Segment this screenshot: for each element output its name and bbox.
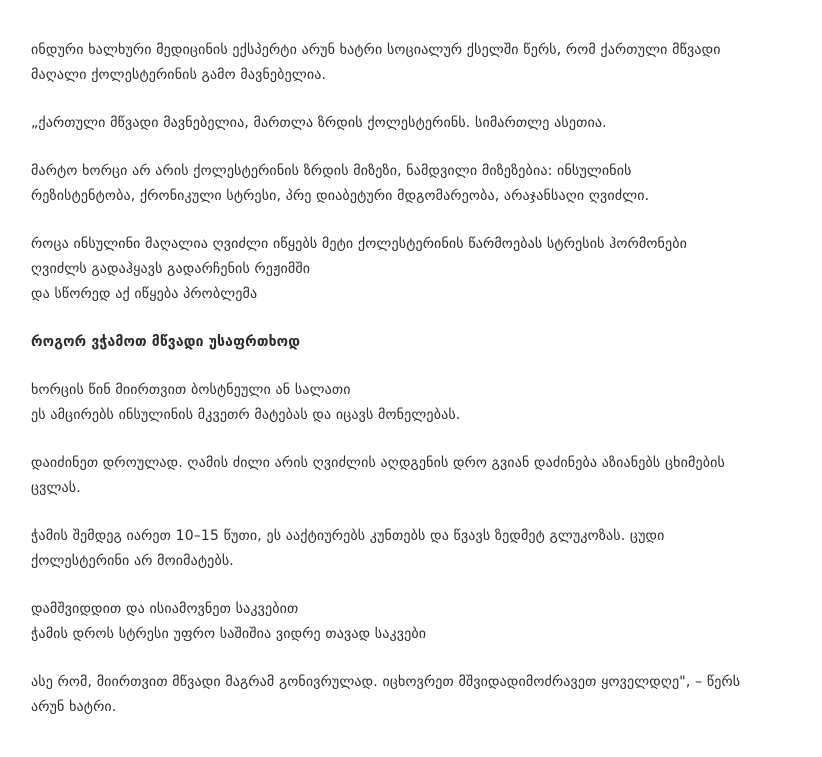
text-line: ქოლესტერინი არ მოიმატებს. [31, 553, 234, 569]
section-heading [31, 330, 808, 355]
paragraph-causes [31, 159, 808, 209]
text-line: ჭამის დროს სტრესი უფრო საშიშია ვიდრე თავად საკვები [31, 626, 427, 642]
paragraph-insulin [31, 232, 808, 307]
text-line: მარტო ხორცი არ არის ქოლესტერინის ზრდის მიზეზი, ნამდვილი მიზეზებია: ინსულინის [31, 163, 632, 179]
text-line: მაღალი ქოლესტერინის გამო მავნებელია. [31, 67, 327, 83]
paragraph-tip-walk [31, 524, 808, 574]
text-line: ასე რომ, მიირთვით მწვადი მაგრამ გონივრულად. იცხოვრეთ მშვიდადიმოძრავეთ ყოველდღე", – წერს [31, 674, 741, 690]
paragraph-intro [31, 38, 808, 88]
text-line: როცა ინსულინი მაღალია ღვიძლი იწყებს მეტი ქოლესტერინის წარმოებას სტრესის ჰორმონები [31, 236, 688, 252]
text-line: ინდური ხალხური მედიცინის ექსპერტი არუნ ხატრი სოციალურ ქსელში წერს, რომ ქართული მწვადი [31, 42, 721, 58]
text-line: ეს ამცირებს ინსულინის მკვეთრ მატებას და იცავს მონელებას. [31, 407, 461, 423]
text-line: „ქართული მწვადი მავნებელია, მართლა ზრდის ქოლესტერინს. სიმართლე ასეთია. [31, 115, 607, 131]
text-line: და სწორედ აქ იწყება პრობლემა [31, 286, 258, 302]
paragraph-tip-sleep [31, 451, 808, 501]
paragraph-closing [31, 670, 808, 720]
text-line: არუნ ხატრი. [31, 699, 117, 715]
heading-text: როგორ ვჭამოთ მწვადი უსაფრთხოდ [31, 334, 301, 350]
text-line: დამშვიდდით და ისიამოვნეთ საკვებით [31, 601, 299, 617]
paragraph-claim [31, 111, 808, 136]
text-line: ხორცის წინ მიირთვით ბოსტნეული ან სალათი [31, 382, 351, 398]
paragraph-tip-salad [31, 378, 808, 428]
text-line: ცვლას. [31, 480, 81, 496]
text-line: ჭამის შემდეგ იარეთ 10–15 წუთი, ეს ააქტიურებს კუნთებს და წვავს ზედმეტ გლუკოზას. ცუდი [31, 528, 665, 544]
text-line: რეზისტენტობა, ქრონიკული სტრესი, პრე დიაბეტური მდგომარეობა, არაჯანსაღი ღვიძლი. [31, 188, 650, 204]
paragraph-tip-calm [31, 597, 808, 647]
text-line: დაიძინეთ დროულად. ღამის ძილი არის ღვიძლის აღდგენის დრო გვიან დაძინება აზიანებს ცხიმების [31, 455, 725, 471]
text-line: ღვიძლს გადაჰყავს გადარჩენის რეჟიმში [31, 261, 311, 277]
